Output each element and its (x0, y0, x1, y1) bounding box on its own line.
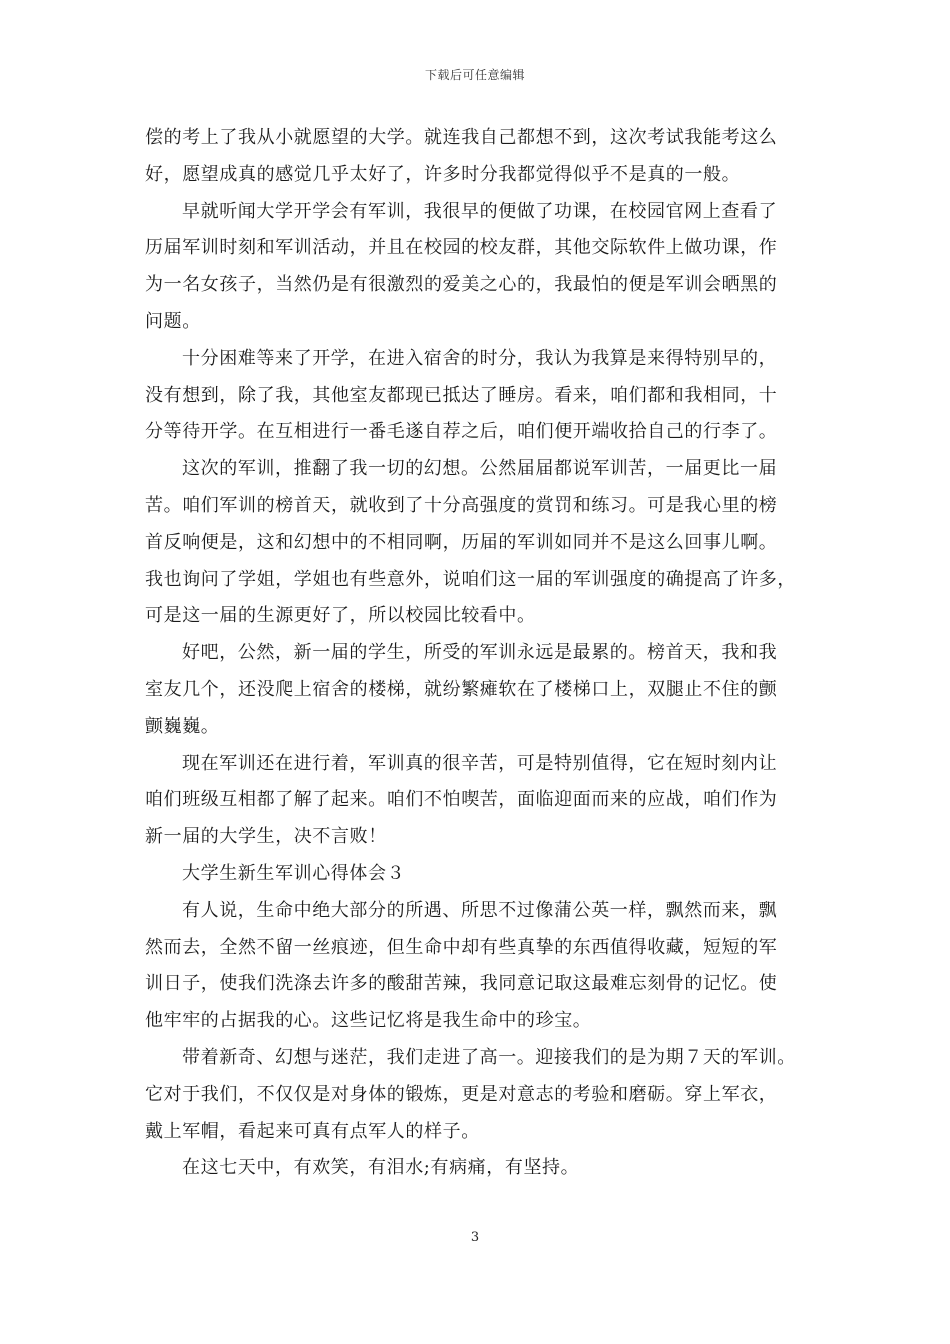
paragraph-start-line: 带着新奇、幻想与迷茫，我们走进了高一。迎接我们的是为期７天的军训。 (182, 1046, 796, 1068)
paragraph-start-line: 好吧，公然，新一届的学生，所受的军训永远是最累的。榜首天，我和我 (182, 642, 778, 664)
text-line: 室友几个，还没爬上宿舍的楼梯，就纷繁瘫软在了楼梯口上，双腿止不住的颤 (145, 678, 778, 700)
text-line: 我也询问了学姐，学姐也有些意外，说咱们这一届的军训强度的确提高了许多， (145, 568, 796, 590)
page-header: 下载后可任意编辑 (424, 68, 525, 82)
paragraph-start-line: 现在军训还在进行着，军训真的很辛苦，可是特别值得，它在短时刻内让 (182, 752, 778, 774)
document-body (145, 120, 810, 1187)
paragraph-start-line: 十分困难等来了开学，在进入宿舍的时分，我认为我算是来得特别早的， (182, 347, 778, 369)
paragraph-start-line: 这次的军训，推翻了我一切的幻想。公然届届都说军训苦，一届更比一届 (182, 458, 778, 480)
text-line: 历届军训时刻和军训活动，并且在校园的校友群，其他交际软件上做功课，作 (145, 237, 778, 259)
text-line: 可是这一届的生源更好了，所以校园比较看中。 (145, 605, 536, 627)
text-line: 咱们班级互相都了解了起来。咱们不怕喫苦，面临迎面而来的应战，咱们作为 (145, 789, 778, 811)
text-line: 它对于我们，不仅仅是对身体的锻炼，更是对意志的考验和磨砺。穿上军衣， (145, 1083, 778, 1105)
text-line: 颤巍巍。 (145, 715, 220, 737)
text-line: 为一名女孩子，当然仍是有很激烈的爱美之心的，我最怕的便是军训会晒黑的 (145, 274, 778, 296)
paragraph-start-line: 早就听闻大学开学会有军训，我很早的便做了功课，在校园官网上查看了 (182, 200, 778, 222)
text-line: 没有想到，除了我，其他室友都现已抵达了睡房。看来，咱们都和我相同，十 (145, 384, 778, 406)
section-heading: 大学生新生军训心得体会３ (182, 862, 406, 884)
text-line: 分等待开学。在互相进行一番毛遂自荐之后，咱们便开端收拾自己的行李了。 (145, 421, 778, 443)
text-line: 首反响便是，这和幻想中的不相同啊，历届的军训如同并不是这么回事儿啊。 (145, 531, 778, 553)
paragraph-start-line: 在这七天中，有欢笑，有泪水;有病痛，有坚持。 (182, 1157, 580, 1179)
text-line: 然而去，全然不留一丝痕迹，但生命中却有些真挚的东西值得收藏，短短的军 (145, 936, 778, 958)
text-line: 苦。咱们军训的榜首天，就收到了十分高强度的赏罚和练习。可是我心里的榜 (145, 494, 778, 516)
page-number: 3 (470, 1230, 480, 1245)
text-line: 新一届的大学生，决不言败！ (145, 826, 387, 848)
text-line: 戴上军帽，看起来可真有点军人的样子。 (145, 1120, 480, 1142)
text-line: 他牢牢的占据我的心。这些记忆将是我生命中的珍宝。 (145, 1010, 592, 1032)
text-line: 训日子，使我们洗涤去许多的酸甜苦辣，我同意记取这最难忘刻骨的记忆。使 (145, 973, 778, 995)
text-line: 问题。 (145, 310, 201, 332)
paragraph-start-line: 有人说，生命中绝大部分的所遇、所思不过像蒲公英一样，飘然而来，飘 (182, 899, 778, 921)
text-line: 好，愿望成真的感觉几乎太好了，许多时分我都觉得似乎不是真的一般。 (145, 163, 741, 185)
text-line: 偿的考上了我从小就愿望的大学。就连我自己都想不到，这次考试我能考这么 (145, 127, 778, 148)
